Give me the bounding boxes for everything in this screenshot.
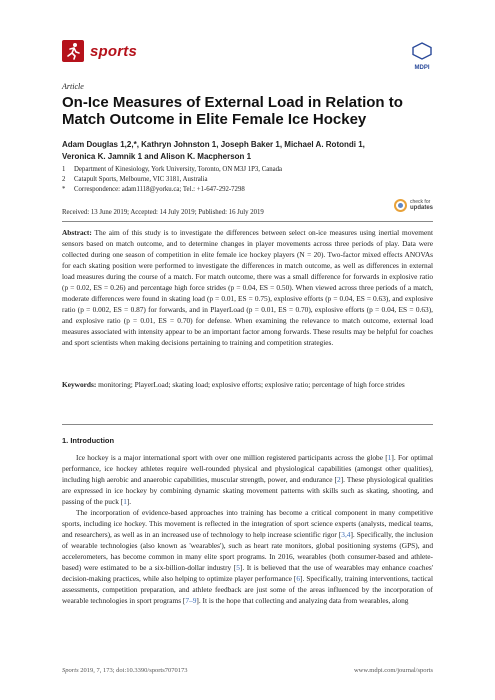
abstract <box>62 227 433 348</box>
section-heading: 1. Introduction <box>62 436 115 445</box>
citation-link[interactable]: 1 <box>387 453 392 462</box>
affiliation-2: 2 Catapult Sports, Melbourne, VIC 3181, Australia <box>62 176 208 183</box>
mdpi-emblem-icon <box>411 42 433 60</box>
abstract-text: The aim of this study is to investigate the differences between select on-ice measures using inertial movement sensors based on match outcome, and to determine changes in player movements across three periods of play. Data were collected during one season of competition in elite female ice hockey players (N = 20). Two-factor mixed effects ANOVAs for each skating position were performed to investigate the differences in match outcome, as well as differences in external load measures during the course of a match. For match outcome, there was a small difference for forwards in explosive ratio (p = 0.02, ES = 0.26) and percentage high force strides (p = 0.04, ES = 0.50). When viewed across three periods of a match, moderate differences were found in skating load (p = 0.01, ES = 0.75), explosive efforts (p = 0.04, ES = 0.63), and explosive ratio (p = 0.002, ES = 0.87) for forwards, and in PlayerLoad (p = 0.01, ES = 0.70), explosive efforts (p = 0.04, ES = 0.63), and explosive ratio (p = 0.01, ES = 0.70) for defense. When examining the relevance to match outcome, external load measures associated with intensity appear to be an important factor among forwards. These results may be helpful for coaches and sport scientists when making decisions pertaining to training and competition strategies. <box>62 228 433 347</box>
sports-runner-icon <box>62 40 84 62</box>
citation-link[interactable]: 7–9 <box>185 596 197 605</box>
publication-dates: Received: 13 June 2019; Accepted: 14 July 2019; Published: 16 July 2019 <box>62 209 264 216</box>
citation: Sports 2019, 7, 173; doi:10.3390/sports7070173 <box>62 667 188 674</box>
citation-link[interactable]: 2 <box>337 475 341 484</box>
citation-link[interactable]: 5 <box>236 563 240 572</box>
check-for-updates-badge[interactable]: check for updates <box>394 199 433 212</box>
paragraph: The incorporation of evidence-based approaches into training has become a critical component in many competitive sports, including ice hockey. This movement is reflected in the integration of sport science experts (analysts, medical teams, and researchers), as well as in an increased use of technology to help increase scientific rigor [3,4]. Specifically, the inclusion of wearable technologies (also known as 'wearables'), such as heart rate monitors, global positioning systems (GPS), and accelerometers, has become common in many elite sport programs. In 2016, wearables (both consumer-based and athlete-based) were estimated to be a six-billion-dollar industry [5]. It is believed that the use of wearables may enhance coaches' decision-making practices, while also helping to optimize player performance [6]. Specifically, training interventions, tactical assessments, competition preparation, and athlete feedback are just some of the areas influenced by the incorporation of wearable technologies in sport programs [7–9]. It is the hope that collecting and analyzing data from wearables, along <box>62 508 434 605</box>
journal-logo[interactable] <box>62 40 137 62</box>
introduction-body <box>62 452 433 606</box>
affiliations <box>62 165 442 195</box>
citation-link[interactable]: 6 <box>296 574 301 583</box>
page-footer <box>62 667 433 674</box>
journal-name: sports <box>90 42 138 60</box>
keywords <box>62 379 433 390</box>
journal-url[interactable]: www.mdpi.com/journal/sports <box>353 667 433 674</box>
keywords-text: monitoring; PlayerLoad; skating load; explosive efforts; explosive ratio; percentage of high force strides <box>98 380 405 389</box>
authors-line-2: Veronica K. Jamnik 1 and Alison K. Macpherson 1 <box>62 152 252 161</box>
publisher-name: MDPI <box>414 65 430 71</box>
abstract-label: Abstract: <box>62 228 92 237</box>
correspondence: * Correspondence: adam1118@yorku.ca; Tel.: +1-647-292-7298 <box>62 186 245 193</box>
article-title: On-Ice Measures of External Load in Relation to Match Outcome in Elite Female Ice Hockey <box>62 94 403 128</box>
affiliation-1: 1 Department of Kinesiology, York University, Toronto, ON M3J 1P3, Canada <box>62 166 283 173</box>
paragraph: Ice hockey is a major international sport with over one million registered participants across the globe [1]. For optimal performance, ice hockey athletes require well-rounded physical and physiological capabilities (amongst other qualities), including high aerobic and anaerobic capabilities, muscular strength, power, and endurance [2]. These physiological qualities are expressed in ice hockey by combining dynamic skating movement patterns with skills such as skating, shooting, and passing of the puck [1]. <box>62 453 433 506</box>
mdpi-logo[interactable] <box>411 42 433 71</box>
keywords-label: Keywords: <box>62 380 97 389</box>
authors-line-1: Adam Douglas 1,2,*, Kathryn Johnston 1, Joseph Baker 1, Michael A. Rotondi 1, <box>62 140 365 149</box>
author-list <box>62 139 442 163</box>
divider <box>62 424 433 425</box>
divider <box>62 221 433 222</box>
citation-link[interactable]: 3,4 <box>341 530 351 539</box>
check-updates-icon <box>394 199 407 212</box>
article-type: Article <box>62 82 84 91</box>
citation-link[interactable]: 1 <box>123 497 127 506</box>
